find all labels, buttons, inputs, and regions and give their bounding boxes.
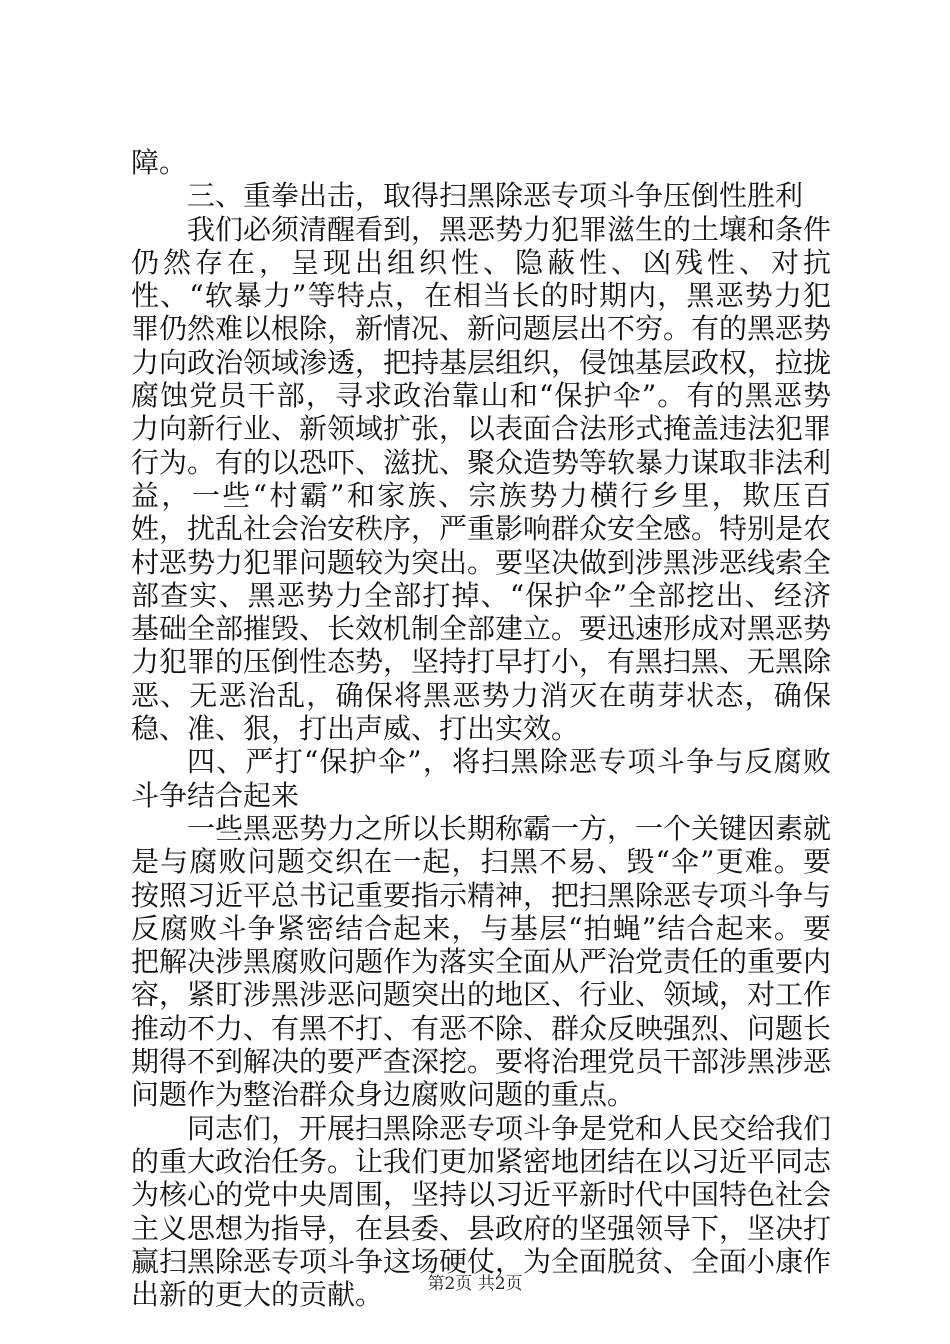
- document-body: [131, 146, 831, 1311]
- paragraph-continuation: 障。: [131, 146, 188, 179]
- section-heading-four: 四、严打“保护伞”，将扫黑除恶专项斗争与反腐败斗争结合起来: [131, 745, 831, 812]
- paragraph-section-four: 一些黑恶势力之所以长期称霸一方，一个关键因素就是与腐败问题交织在一起，扫黑不易、毁“伞”更难。要按照习近平总书记重要指示精神，把扫黑除恶专项斗争与反腐败斗争紧密结合起来，与基层“拍蝇”结合起来。要把解决涉黑腐败问题作为落实全面从严治党责任的重要内容，紧盯涉黑涉恶问题突出的地区、行业、领域，对工作推动不力、有黑不打、有恶不除、群众反映强烈、问题长期得不到解决的要严查深挖。要将治理党员干部涉黑涉恶问题作为整治群众身边腐败问题的重点。: [131, 811, 832, 1112]
- page-number-footer: 第2页 共2页: [427, 1274, 523, 1294]
- paragraph-section-three: 我们必须清醒看到，黑恶势力犯罪滋生的土壤和条件仍然存在，呈现出组织性、隐蔽性、凶残性、对抗性、“软暴力”等特点，在相当长的时期内，黑恶势力犯罪仍然难以根除，新情况、新问题层出不穷。有的黑恶势力向政治领域渗透，把持基层组织，侵蚀基层政权，拉拢腐蚀党员干部，寻求政治靠山和“保护伞”。有的黑恶势力向新行业、新领域扩张，以表面合法形式掩盖违法犯罪行为。有的以恐吓、滋扰、聚众造势等软暴力谋取非法利益，一些“村霸”和家族、宗族势力横行乡里，欺压百姓，扰乱社会治安秩序，严重影响群众安全感。特别是农村恶势力犯罪问题较为突出。要坚决做到涉黑涉恶线索全部查实、黑恶势力全部打掉、“保护伞”全部挖出、经济基础全部摧毁、长效机制全部建立。要迅速形成对黑恶势力犯罪的压倒性态势，坚持打早打小，有黑扫黑、无黑除恶、无恶治乱，确保将黑恶势力消灭在萌芽状态，确保稳、准、狠，打出声威、打出实效。: [131, 212, 832, 746]
- paragraph-closing: 同志们，开展扫黑除恶专项斗争是党和人民交给我们的重大政治任务。让我们更加紧密地团结在以习近平同志为核心的党中央周围，坚持以习近平新时代中国特色社会主义思想为指导，在县委、县政府的坚强领导下，坚决打赢扫黑除恶专项斗争这场硬仗，为全面脱贫、全面小康作出新的更大的贡献。: [131, 1111, 832, 1312]
- section-heading-three: 三、重拳出击，取得扫黑除恶专项斗争压倒性胜利: [187, 179, 804, 213]
